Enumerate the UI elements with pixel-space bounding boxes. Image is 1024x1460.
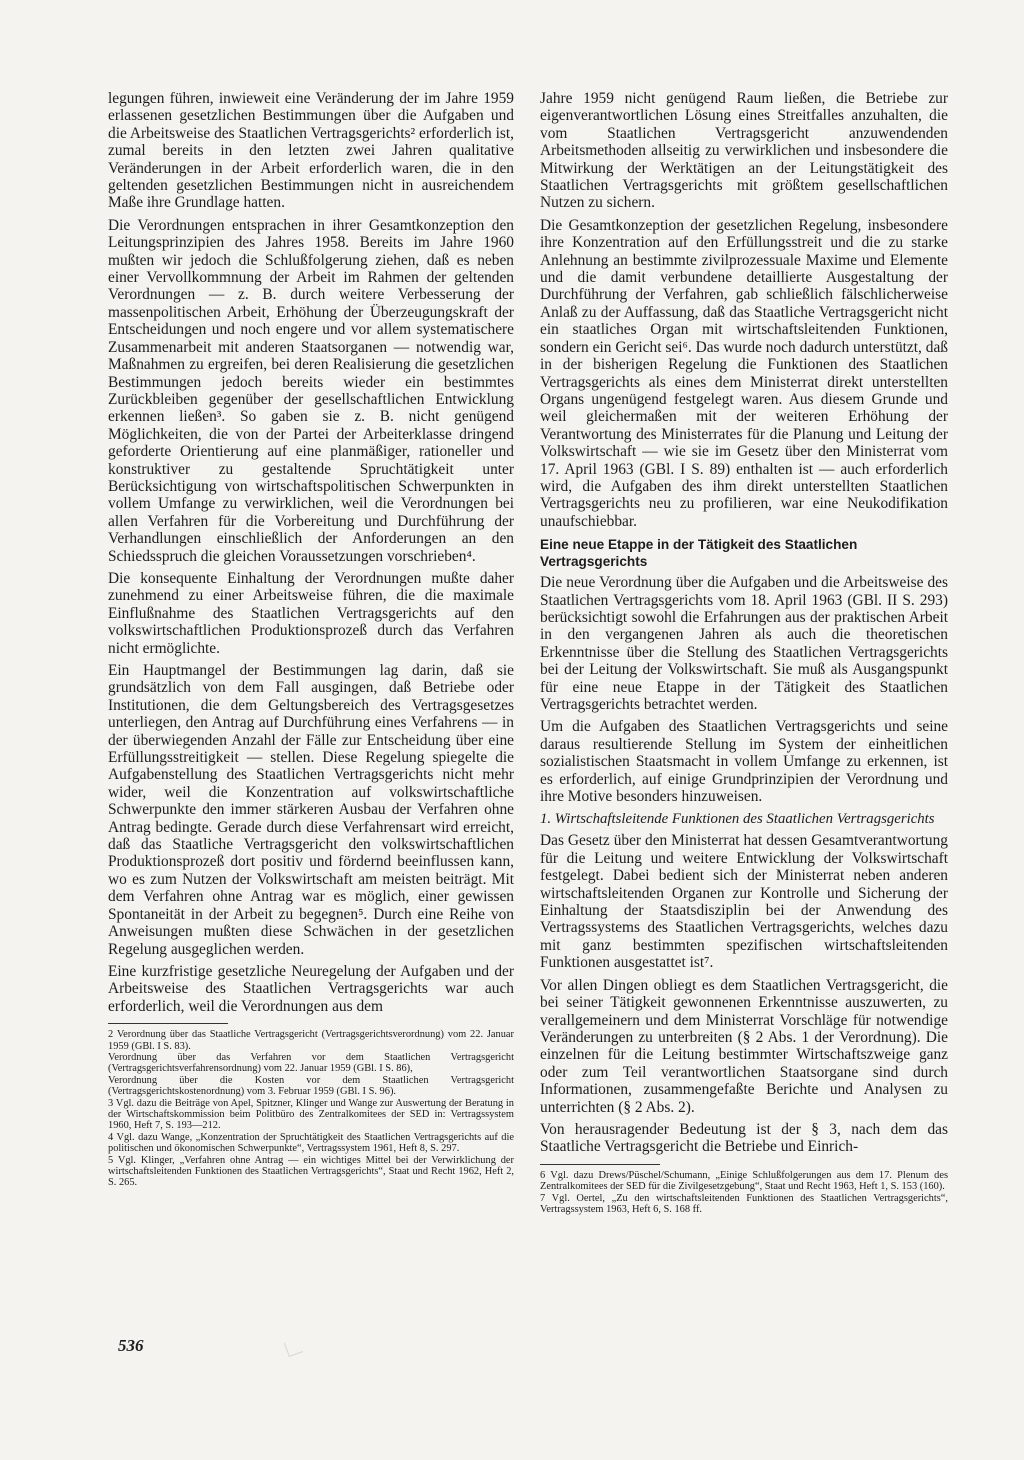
body-paragraph: Die neue Verordnung über die Aufgaben und die Arbeitsweise des Staatlichen Vertragsgerichts vom 18. April 1963 (GBl. II S. 293) berücksichtigt sowohl die Erfahrungen aus der praktischen Arbeit in den vergangenen Jahren als auch die theoretischen Erkenntnisse über die Stellung des Staatlichen Vertragsgerichts bei der Leitung der Volkswirtschaft. Sie muß als Ausgangspunkt für eine neue Etappe in der Tätigkeit des Staatlichen Vertragsgerichts betrachtet werden. xyxy=(540,574,948,713)
footnote: 2 Verordnung über das Staatliche Vertragsgericht (Vertragsgerichtsverordnung) vom 22. Januar 1959 (GBl. I S. 83). xyxy=(108,1029,514,1052)
body-paragraph: Jahre 1959 nicht genügend Raum ließen, die Betriebe zur eigenverantwortlichen Lösung eines Streitfalles anzuhalten, die vom Staatlichen Vertragsgericht anzuwendenden Arbeitsmethoden allseitig zu verwirklichen und insbesondere die Mitwirkung der Werktätigen an der Leitungstätigkeit des Staatlichen Vertragsgerichts mit größtem gesellschaftlichen Nutzen zu sichern. xyxy=(540,90,948,212)
footnote: 4 Vgl. dazu Wange, „Konzentration der Spruchtätigkeit des Staatlichen Vertragsgerichts auf die politischen und ökonomischen Schwerpunkte“, Vertragssystem 1961, Heft 8, S. 297. xyxy=(108,1131,514,1155)
footnotes-right xyxy=(540,1170,948,1216)
footnotes-left xyxy=(108,1029,514,1189)
footnote: 3 Vgl. dazu die Beiträge von Apel, Spitzner, Klinger und Wange zur Auswertung der Beratung in der Wirtschaftskommission beim Politbüro des Zentralkomitees der SED in: Vertragssystem 1960, Heft 7, S. 193—212. xyxy=(108,1097,514,1132)
right-column xyxy=(540,90,948,1215)
body-paragraph: Vor allen Dingen obliegt es dem Staatlichen Vertragsgericht, die bei seiner Tätigkeit gewonnenen Erkenntnisse auszuwerten, zu verallgemeinern und dem Ministerrat Vorschläge für notwendige Veränderungen zu unterbreiten (§ 2 Abs. 1 der Verordnung). Die einzelnen für die Leitung bestimmter Wirtschaftszweige ganz oder zum Teil verantwortlichen Staatsorgane sind durch Informationen, zusammengefaßte Berichte und Analysen zu unterrichten (§ 2 Abs. 2). xyxy=(540,976,948,1116)
body-paragraph: Ein Hauptmangel der Bestimmungen lag darin, daß sie grundsätzlich von dem Fall ausgingen, daß Betriebe oder Institutionen, die dem Geltungsbereich des Vertragsgesetzes unterliegen, den Antrag auf Durchführung eines Verfahrens — in der überwiegenden Anzahl der Fälle zur Entscheidung über eine Erfüllungsstreitigkeit — stellen. Diese Regelung spiegelte die Aufgabenstellung des Staatlichen Vertragsgerichts nicht mehr wider, weil die Konzentration auf volkswirtschaftliche Schwerpunkte den immer stärkeren Ausbau der Verfahren ohne Antrag bedingte. Gerade durch diese Verfahrensart wird erreicht, daß das Staatliche Vertragsgericht den volkswirtschaftlichen Produktionsprozeß dort positiv und fördernd beeinflussen kann, wo es zum Nutzen der Volkswirtschaft am meisten beiträgt. Mit dem Verfahren ohne Antrag war es möglich, einer gewissen Spontaneität in der Arbeit zu begegnen⁵. Durch eine Reihe von Anweisungen mußten diese Schwächen in der gesetzlichen Regelung ausgeglichen werden. xyxy=(108,662,514,958)
section-heading: Eine neue Etappe in der Tätigkeit des Staatlichen Vertragsgerichts xyxy=(540,537,858,570)
body-paragraph: Um die Aufgaben des Staatlichen Vertragsgerichts und seine daraus resultierende Stellung im System der einheitlichen sozialistischen Staatsmacht in vollem Umfange zu erkennen, ist es erforderlich, auf einige Grundprinzipien der Verordnung und ihre Motive besonders hinzuweisen. xyxy=(540,718,948,806)
body-paragraph: Die Gesamtkonzeption der gesetzlichen Regelung, insbesondere ihre Konzentration auf den Erfüllungsstreit und die zu starke Anlehnung an bestimmte zivilprozessuale Maxime und Elemente und die damit verbundene detaillierte Ausgestaltung der Durchführung der Verfahren, gab schließlich fälschlicherweise Anlaß zu der Auffassung, daß das Staatliche Vertragsgericht nicht ein staatliches Organ mit wirtschaftsleitenden Funktionen, sondern ein Gericht sei⁶. Das wurde noch dadurch unterstützt, daß in der bisherigen Regelung die Funktionen des Staatlichen Vertragsgerichts als eines dem Ministerrat direkt unterstellten Organs ungenügend festgelegt waren. Aus diesem Grunde und weil gleichermaßen mit der weiteren Erhöhung der Verantwortung des Ministerrates für die Planung und Leitung der Volkswirtschaft — wie sie im Gesetz über den Ministerrat vom 17. April 1963 (GBl. I S. 89) enthalten ist — auch erforderlich wird, die Aufgaben des ihm direkt unterstellten Staatlichen Vertragsgerichts neu zu profilieren, war eine Neukodifikation unaufschiebbar. xyxy=(540,216,948,530)
footnote-divider xyxy=(108,1023,228,1024)
body-paragraph: Eine kurzfristige gesetzliche Neuregelung der Aufgaben und der Arbeitsweise des Staatlichen Vertragsgerichts war auch erforderlich, weil die Verordnungen aus dem xyxy=(108,962,514,1015)
body-paragraph: Die Verordnungen entsprachen in ihrer Gesamtkonzeption den Leitungsprinzipien des Jahres 1958. Bereits im Jahre 1960 mußten wir jedoch die Schlußfolgerung ziehen, daß es neben einer Vervollkommnung der Arbeit im Rahmen der geltenden Verordnungen — z. B. durch weitere Verbesserung der massenpolitischen Arbeit, Erhöhung der Überzeugungskraft der Entscheidungen und noch engere und vor allem systematischere Zusammenarbeit mit anderen Staatsorganen — notwendig war, Maßnahmen zu ergreifen, bei deren Realisierung die gesetzlichen Bestimmungen jedoch bereits wieder ein bestimmtes Zurückbleiben gegenüber der gesellschaftlichen Entwicklung erkennen ließen³. So gaben sie z. B. nicht genügend Möglichkeiten, die von der Partei der Arbeiterklasse dringend geforderte Orientierung auf eine planmäßiger, rationeller und konstruktiver zu gestaltende Spruchtätigkeit unter Berücksichtigung von wirtschaftspolitischen Schwerpunkten in vollem Umfange zu verwirklichen, weil die Verordnungen bei allen Verfahren für die Vorbereitung und Durchführung der Verhandlungen einschließlich der Anforderungen an den Schiedsspruch die gleichen Voraussetzungen vorschrieben⁴. xyxy=(108,216,514,565)
footnote-divider xyxy=(540,1164,660,1165)
footnote: 7 Vgl. Oertel, „Zu den wirtschaftsleitenden Funktionen des Staatlichen Vertragsgerichts“, Vertragssystem 1963, Heft 6, S. 168 ff. xyxy=(540,1192,948,1215)
footnote: 5 Vgl. Klinger, „Verfahren ohne Antrag — ein wichtiges Mittel bei der Verwirklichung der wirtschaftsleitenden Funktionen des Staatlichen Vertragsgerichts“, Staat und Recht 1962, Heft 2, S. 265. xyxy=(108,1154,514,1189)
footnote: Verordnung über die Kosten vor dem Staatlichen Vertragsgericht (Vertragsgerichtskostenordnung) vom 3. Februar 1959 (GBl. I S. 96). xyxy=(108,1074,514,1098)
body-paragraph: Von herausragender Bedeutung ist der § 3, nach dem das Staatliche Vertragsgericht die Betriebe und Einrich- xyxy=(540,1120,948,1156)
left-column xyxy=(108,90,514,1189)
scan-mark xyxy=(284,1338,303,1357)
subsection-heading: 1. Wirtschaftsleitende Funktionen des Staatlichen Vertragsgerichts xyxy=(540,811,935,828)
page-number: 536 xyxy=(118,1336,144,1355)
footnote: 6 Vgl. dazu Drews/Püschel/Schumann, „Einige Schlußfolgerungen aus dem 17. Plenum des Zentralkomitees der SED für die Zivilgesetzgebung“, Staat und Recht 1963, Heft 1, S. 153 (160). xyxy=(540,1169,948,1193)
footnote: Verordnung über das Verfahren vor dem Staatlichen Vertragsgericht (Vertragsgerichtsverfahrensordnung) vom 22. Januar 1959 (GBl. I S. 86), xyxy=(108,1051,514,1075)
body-paragraph: Die konsequente Einhaltung der Verordnungen mußte daher zunehmend zu einer Arbeitsweise führen, die die maximale Einflußnahme des Staatlichen Vertragsgerichts auf den volkswirtschaftlichen Produktionsprozeß durch das Verfahren nicht ermöglichte. xyxy=(108,569,514,657)
body-paragraph: legungen führen, inwieweit eine Veränderung der im Jahre 1959 erlassenen gesetzlichen Bestimmungen über die Aufgaben und die Arbeitsweise des Staatlichen Vertragsgerichts² erforderlich ist, zumal bereits in den letzten zwei Jahren qualitative Veränderungen in der Arbeit erforderlich waren, die in den geltenden gesetzlichen Bestimmungen nicht in ausreichendem Maße ihre Grundlage hatten. xyxy=(108,90,514,212)
body-paragraph: Das Gesetz über den Ministerrat hat dessen Gesamtverantwortung für die Leitung und weitere Entwicklung der Volkswirtschaft festgelegt. Dabei bedient sich der Ministerrat neben anderen wirtschaftsleitenden Organen zur Kontrolle und Sicherung der Einhaltung der Staatsdisziplin bei der Anwendung des Vertragssystems des Staatlichen Vertragsgerichts, welches dazu mit ganz bestimmten spezifischen wirtschaftsleitenden Funktionen ausgestattet ist⁷. xyxy=(540,832,948,972)
